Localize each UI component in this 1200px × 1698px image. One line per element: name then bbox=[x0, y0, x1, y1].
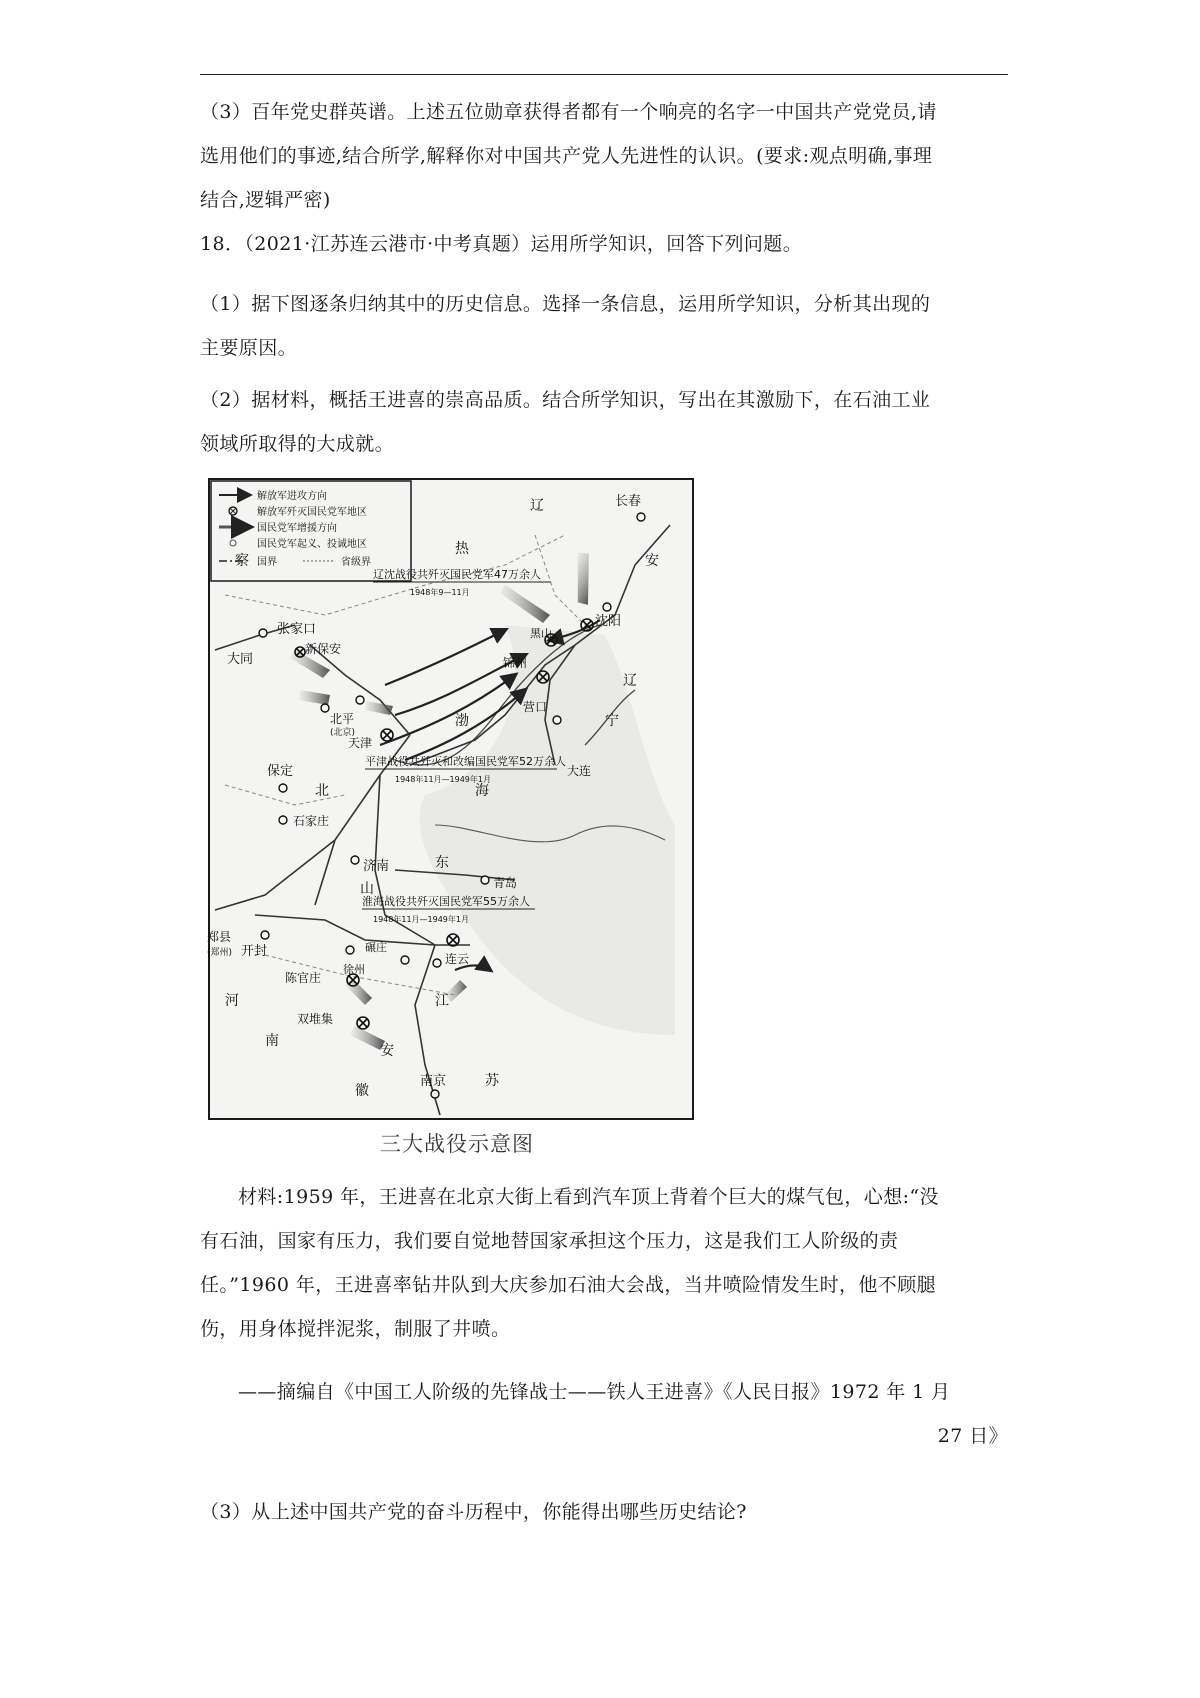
text-line: 材料:1959 年，王进喜在北京大街上看到汽车顶上背着个巨大的煤气包，心想:“没 bbox=[238, 1186, 939, 1208]
region-label: 察 bbox=[235, 553, 249, 569]
city-qingdao: 青岛 bbox=[493, 876, 518, 890]
region-label: 南 bbox=[265, 1033, 279, 1049]
source-line: ——摘编自《中国工人阶级的先锋战士——铁人王进喜》《人民日报》1972 年 1 月 bbox=[238, 1381, 951, 1403]
pingjin-title: 平津战役共歼灭和改编国民党军52万余人 bbox=[365, 755, 566, 768]
city-dalian: 大连 bbox=[567, 764, 592, 778]
region-label: 北 bbox=[315, 783, 329, 799]
text-line: （3）百年党史群英谱。上述五位勋章获得者都有一个响亮的名字一中国共产党党员,请 bbox=[200, 101, 937, 123]
city-nanjing: 南京 bbox=[420, 1074, 447, 1089]
city-beijing-note: (北京) bbox=[330, 728, 356, 738]
text-line: 任。”1960 年，王进喜率钻井队到大庆参加石油大会战，当井喷险情发生时，他不顾腿 bbox=[200, 1274, 937, 1296]
region-label: 安 bbox=[380, 1043, 394, 1059]
city-tianjin: 天津 bbox=[348, 736, 373, 750]
region-label: 辽 bbox=[623, 673, 637, 689]
region-label: 徽 bbox=[355, 1083, 369, 1099]
huaihai-date: 1948年11月—1949年1月 bbox=[373, 915, 469, 924]
region-label: 热 bbox=[455, 541, 469, 557]
q18-sub2 bbox=[200, 378, 1008, 466]
city-nianzhuang: 碾庄 bbox=[365, 941, 387, 954]
city-baoding: 保定 bbox=[267, 764, 294, 779]
city-chenguanzhuang: 陈官庄 bbox=[285, 971, 322, 985]
city-datong: 大同 bbox=[227, 652, 254, 667]
question-heading: 18．（2021·江苏连云港市·中考真题）运用所学知识，回答下列问题。 bbox=[200, 233, 803, 255]
region-label: 安 bbox=[645, 553, 659, 569]
region-label: 东 bbox=[435, 855, 449, 871]
city-shuangduiji: 双堆集 bbox=[297, 1012, 334, 1026]
map-svg bbox=[205, 475, 700, 1125]
text-line: （1）据下图逐条归纳其中的历史信息。选择一条信息，运用所学知识，分析其出现的 bbox=[200, 293, 931, 315]
text-line: 主要原因。 bbox=[200, 337, 298, 359]
text-line: 领域所取得的大成就。 bbox=[200, 433, 395, 455]
liaoshen-title: 辽沈战役共歼灭国民党军47万余人 bbox=[373, 568, 541, 581]
legend-label: 国界 bbox=[257, 557, 277, 568]
text-line: 伤，用身体搅拌泥浆，制服了井喷。 bbox=[200, 1318, 511, 1340]
liaoshen-date: 1948年9—11月 bbox=[410, 588, 470, 597]
q18-sub3 bbox=[200, 1490, 1008, 1534]
region-label: 海 bbox=[475, 783, 489, 799]
legend-label: 国民党军起义、投诚地区 bbox=[257, 539, 367, 550]
city-lianyun: 连云 bbox=[445, 952, 470, 966]
city-xinbaoan: 新保安 bbox=[305, 642, 342, 656]
region-label: 辽 bbox=[530, 498, 544, 514]
city-jinzhou: 锦州 bbox=[503, 656, 528, 670]
q18-material bbox=[200, 1175, 1008, 1351]
region-label: 江 bbox=[435, 993, 449, 1009]
source-line: 27 日》 bbox=[937, 1425, 1008, 1447]
q17-sub3 bbox=[200, 90, 1008, 222]
q18-heading bbox=[200, 222, 1008, 266]
city-beiping: 北平 bbox=[330, 712, 355, 726]
region-label: 宁 bbox=[605, 713, 619, 729]
city-shijiazhuang: 石家庄 bbox=[293, 814, 330, 828]
city-zhengxian: 郑县 bbox=[207, 930, 232, 944]
pingjin-date: 1948年11月—1949年1月 bbox=[395, 775, 491, 784]
region-label: 河 bbox=[225, 993, 239, 1009]
header-rule bbox=[200, 74, 1008, 75]
city-kaifeng: 开封 bbox=[241, 944, 268, 959]
city-changchun: 长春 bbox=[615, 494, 642, 509]
city-zhangjiakou: 张家口 bbox=[277, 622, 317, 637]
city-jinan: 济南 bbox=[363, 859, 390, 874]
text-line: （3）从上述中国共产党的奋斗历程中，你能得出哪些历史结论? bbox=[200, 1501, 747, 1523]
legend-label: 解放军歼灭国民党军地区 bbox=[257, 507, 367, 518]
legend-label: 省级界 bbox=[341, 557, 371, 568]
legend-label: 解放军进攻方向 bbox=[257, 491, 327, 502]
map-caption: 三大战役示意图 bbox=[380, 1132, 534, 1156]
q18-sub1 bbox=[200, 282, 1008, 370]
text-line: （2）据材料，概括王进喜的崇高品质。结合所学知识，写出在其激励下，在石油工业 bbox=[200, 389, 931, 411]
city-heishan: 黑山 bbox=[530, 627, 552, 640]
city-xuzhou: 徐州 bbox=[343, 963, 365, 976]
city-zhengzhou-note: (郑州) bbox=[207, 948, 233, 958]
legend-label: 国民党军增援方向 bbox=[257, 523, 337, 534]
campaign-map bbox=[205, 475, 700, 1125]
city-shenyang: 沈阳 bbox=[595, 614, 622, 629]
region-label: 苏 bbox=[485, 1073, 499, 1089]
text-line: 选用他们的事迹,结合所学,解释你对中国共产党人先进性的认识。(要求:观点明确,事理 bbox=[200, 145, 933, 167]
huaihai-title: 淮海战役共歼灭国民党军55万余人 bbox=[362, 895, 530, 908]
text-line: 有石油，国家有压力，我们要自觉地替国家承担这个压力，这是我们工人阶级的责 bbox=[200, 1230, 899, 1252]
region-label: 渤 bbox=[455, 713, 469, 729]
region-label: 山 bbox=[360, 881, 374, 897]
q18-source bbox=[200, 1370, 1008, 1458]
city-yingkou: 营口 bbox=[523, 700, 548, 714]
text-line: 结合,逻辑严密) bbox=[200, 189, 331, 211]
